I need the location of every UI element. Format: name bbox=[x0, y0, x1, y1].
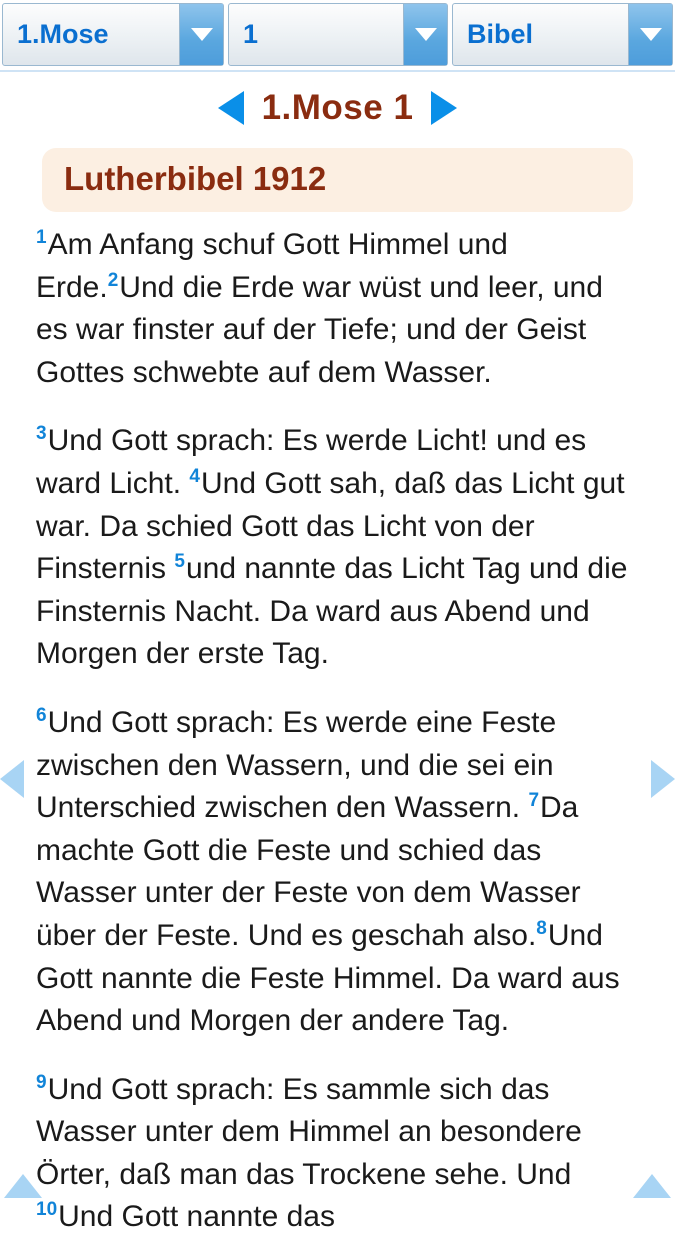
verse-number: 10 bbox=[36, 1199, 58, 1221]
verse-body: Da machte Gott die Feste und schied das Wasser unter der Feste von dem Wasser über der Feste. Und es geschah also. bbox=[36, 791, 581, 952]
triangle-up-icon[interactable] bbox=[633, 1174, 671, 1198]
triangle-left-icon[interactable] bbox=[0, 760, 24, 798]
verse-text bbox=[36, 224, 639, 1239]
verse-body: Am Anfang schuf Gott Himmel und Erde. bbox=[36, 228, 508, 304]
verse-number: 5 bbox=[174, 551, 185, 573]
verse-body: Und Gott sprach: Es werde Licht! und es ward Licht. bbox=[36, 424, 587, 500]
triangle-up-icon[interactable] bbox=[4, 1174, 42, 1198]
triangle-left-icon[interactable] bbox=[218, 91, 244, 125]
verse-number: 3 bbox=[36, 423, 47, 445]
verse-body: und nannte das Licht Tag und die Finsternis Nacht. Da ward aus Abend und Morgen der erste Tag. bbox=[36, 552, 628, 671]
book-selector-value: 1.Mose bbox=[17, 19, 109, 49]
verse-paragraph bbox=[36, 224, 639, 394]
version-banner: Lutherbibel 1912 bbox=[42, 148, 633, 212]
verse-number: 6 bbox=[36, 704, 47, 726]
triangle-right-icon[interactable] bbox=[651, 760, 675, 798]
page-title: 1.Mose 1 bbox=[261, 88, 414, 127]
selector-toolbar bbox=[0, 0, 675, 72]
version-selector-value: Bibel bbox=[467, 19, 534, 49]
verse-number: 7 bbox=[528, 790, 540, 812]
verse-body: Und Gott sprach: Es werde eine Feste zwischen den Wassern, und die sei ein Unterschied zwischen den Wassern. bbox=[36, 705, 557, 825]
chapter-content bbox=[0, 148, 675, 1239]
triangle-right-icon[interactable] bbox=[431, 91, 457, 125]
verse-number: 4 bbox=[189, 465, 200, 487]
verse-number: 8 bbox=[536, 917, 547, 939]
chapter-navigation bbox=[0, 72, 675, 138]
verse-body: Und die Erde war wüst und leer, und es war finster auf der Tiefe; und der Geist Gottes schwebte auf dem Wasser. bbox=[36, 270, 603, 389]
book-selector[interactable] bbox=[2, 3, 224, 66]
verse-paragraph bbox=[36, 702, 639, 1043]
verse-number: 2 bbox=[107, 269, 119, 291]
version-selector[interactable] bbox=[452, 3, 673, 66]
verse-paragraph bbox=[36, 420, 639, 676]
verse-paragraph bbox=[36, 1069, 639, 1239]
verse-number: 9 bbox=[36, 1071, 47, 1093]
chapter-selector-value: 1 bbox=[243, 19, 259, 49]
verse-number: 1 bbox=[36, 227, 47, 248]
verse-body: Und Gott sah, daß das Licht gut war. Da schied Gott das Licht von der Finsternis bbox=[36, 466, 625, 586]
verse-body: Und Gott sprach: Es sammle sich das Wasser unter dem Himmel an besondere Örter, daß man das Trockene sehe. Und bbox=[36, 1072, 582, 1191]
chevron-down-icon[interactable] bbox=[628, 4, 672, 65]
verse-body: Und Gott nannte die Feste Himmel. Da ward aus Abend und Morgen der andere Tag. bbox=[36, 918, 620, 1038]
verse-body: Und Gott nannte das bbox=[58, 1200, 335, 1234]
chevron-down-icon[interactable] bbox=[179, 4, 223, 65]
chapter-selector[interactable] bbox=[228, 3, 448, 66]
chevron-down-icon[interactable] bbox=[403, 4, 447, 65]
